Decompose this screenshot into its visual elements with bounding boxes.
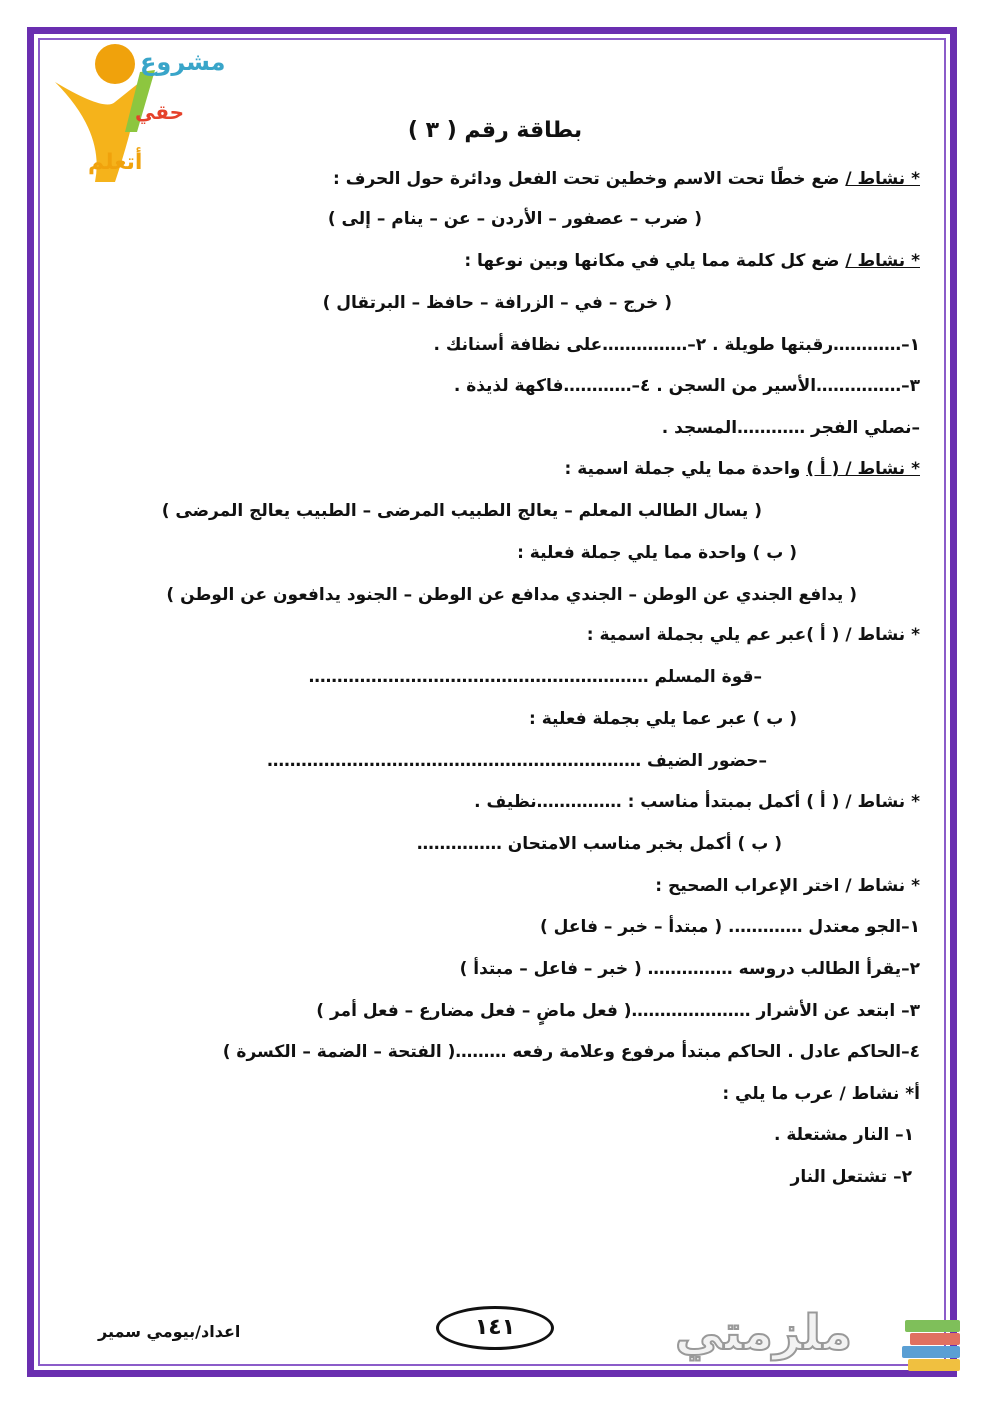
logo-word-right: حقي [135, 100, 185, 124]
activity-line: * نشاط / ضع خطًا تحت الاسم وخطين تحت الفعل ودائرة حول الحرف : [333, 169, 920, 189]
exercise-line: ٢–يقرأ الطالب دروسه …………… ( خبر – فاعل – مبتدأ ) [459, 959, 920, 979]
watermark-logo: ملزمتي [675, 1305, 853, 1361]
activity-line: أ* نشاط / عرب ما يلي : [722, 1084, 920, 1104]
activity-line: * نشاط / ( أ )عبر عم يلي بجملة اسمية : [586, 625, 920, 645]
exercise-line: ١– النار مشتعلة . [773, 1125, 914, 1145]
exercise-line: –نصلي الفجر …………المسجد . [661, 418, 920, 438]
card-title: بطاقة رقم ( ٣ ) [407, 118, 583, 143]
exercise-line: ( ب ) أكمل بخبر مناسب الامتحان …………… [416, 834, 782, 854]
choice-list: ( يسال الطالب المعلم – يعالج الطبيب المرضى – الطبيب يعالج المرضى ) [161, 501, 762, 521]
word-list: ( ضرب – عصفور – الأردن – عن – ينام – إلى ) [327, 209, 702, 229]
word-list: ( خرج – في – الزرافة – حافظ – البرتقال ) [322, 293, 672, 313]
exercise-line: ( ب ) عبر عما يلي بجملة فعلية : [528, 709, 797, 729]
exercise-line: ١–…………رقبتها طويلة . ٢–……………على نظافة أسنانك . [433, 335, 920, 355]
exercise-line: ( ب ) واحدة مما يلي جملة فعلية : [517, 543, 797, 563]
exercise-line: ٤–الحاكم عادل . الحاكم مبتدأ مرفوع وعلامة رفعه ………( الفتحة – الضمة – الكسرة ) [222, 1042, 920, 1062]
exercise-line: –قوة المسلم …………………………………………………… [308, 667, 762, 687]
choice-list: ( يدافع الجندي عن الوطن – الجندي مدافع عن الوطن – الجنود يدافعون عن الوطن ) [166, 585, 857, 605]
activity-line: * نشاط / اختر الإعراب الصحيح : [655, 876, 920, 896]
exercise-line: ٢– تشتعل النار [790, 1167, 912, 1187]
exercise-line: ٣–……………الأسير من السجن . ٤–…………فاكهة لذيذة . [453, 376, 920, 396]
exercise-line: ١–الجو معتدل …………. ( مبتدأ – خبر – فاعل ) [539, 917, 920, 937]
exercise-line: –حضور الضيف ………………………………………………………… [267, 751, 767, 771]
logo-word-project: مشروع [140, 48, 226, 76]
activity-line: * نشاط / ضع كل كلمة مما يلي في مكانها وبين نوعها : [464, 251, 920, 271]
activity-line: * نشاط / ( أ ) واحدة مما يلي جملة اسمية : [564, 459, 920, 479]
author-credit: اعداد/بيومي سمير [98, 1322, 241, 1341]
page-number: ١٤١ [436, 1306, 554, 1350]
activity-line: * نشاط / ( أ ) أكمل بمبتدأ مناسب : ……………نظيف . [474, 792, 920, 812]
logo-word-learn: أتعلم [88, 150, 143, 175]
exercise-line: ٣– ابتعد عن الأشرار …………………( فعل ماضٍ – فعل مضارع – فعل أمر ) [316, 1001, 920, 1021]
